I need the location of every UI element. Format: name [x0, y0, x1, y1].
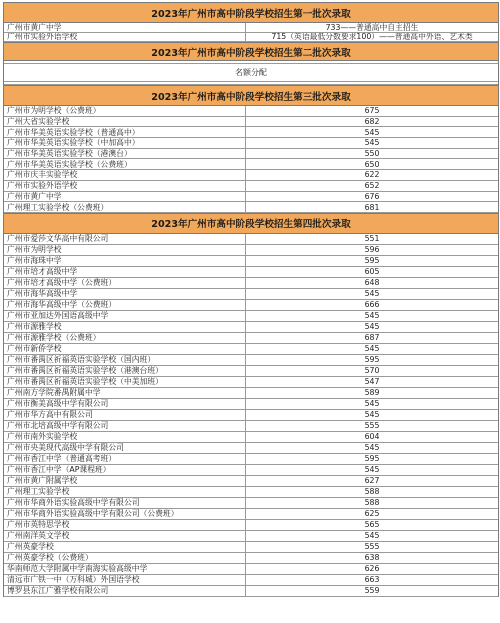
table-row	[4, 575, 498, 586]
table-row	[4, 542, 498, 553]
admission-score: 681	[364, 202, 380, 212]
table-row	[4, 454, 498, 465]
admission-score: 625	[364, 509, 380, 519]
school-name: 广州市为明学校	[4, 245, 246, 255]
admission-score: 595	[364, 454, 380, 464]
school-name: 广州南洋英文学校	[4, 531, 246, 541]
admission-score: 588	[364, 487, 380, 497]
admission-score: 596	[364, 245, 380, 255]
admission-score: 733——普通高中自主招生	[325, 23, 419, 32]
school-name: 广州市央美现代高级中学有限公司	[4, 443, 246, 453]
admission-score: 588	[364, 498, 380, 508]
admission-score: 559	[364, 586, 380, 596]
table-row	[4, 33, 498, 43]
table-row	[4, 234, 498, 245]
school-name: 广州理工实验学校	[4, 487, 246, 497]
table-row	[4, 421, 498, 432]
table-row	[4, 498, 498, 509]
table-row	[4, 127, 498, 138]
school-name: 广州市海华高级中学	[4, 289, 246, 299]
table-row	[4, 333, 498, 344]
admission-score: 550	[364, 149, 380, 159]
admission-score: 551	[364, 234, 380, 244]
school-name: 广州市英特思学校	[4, 520, 246, 530]
school-name: 广州英豪学校	[4, 542, 246, 552]
admission-score: 605	[364, 267, 380, 277]
school-name: 广州市香江中学（普通高考班）	[4, 454, 246, 464]
school-name: 广州英豪学校（公费班）	[4, 553, 246, 563]
section-2-title: 2023年广州市高中阶段学校招生第二批次录取	[4, 42, 498, 61]
school-name: 广州南方学院番禺附属中学	[4, 388, 246, 398]
admission-score: 555	[364, 542, 380, 552]
admission-score: 545	[364, 311, 380, 321]
admission-score: 652	[364, 181, 380, 191]
admission-score: 595	[364, 355, 380, 365]
table-row	[4, 377, 498, 388]
school-name: 广州市海珠中学	[4, 256, 246, 266]
table-row	[4, 531, 498, 542]
school-name: 博罗县东江广雅学校有限公司	[4, 586, 246, 596]
table-row	[4, 245, 498, 256]
section-3-rows	[4, 106, 498, 213]
table-row	[4, 159, 498, 170]
admission-score: 676	[364, 191, 380, 201]
school-name: 广州市为明学校（公费班）	[4, 106, 246, 116]
school-name: 广州市北培高级中学有限公司	[4, 421, 246, 431]
table-row	[4, 311, 498, 322]
school-name: 广州市华美英语实验学校（普通高中）	[4, 127, 246, 137]
admission-score: 687	[364, 333, 380, 343]
admission-score: 545	[364, 344, 380, 354]
table-row	[4, 432, 498, 443]
school-name: 广州市新侨学校	[4, 344, 246, 354]
table-row	[4, 399, 498, 410]
table-row	[4, 289, 498, 300]
admission-score: 622	[364, 170, 380, 180]
admission-score: 595	[364, 256, 380, 266]
admission-score: 589	[364, 388, 380, 398]
table-row	[4, 465, 498, 476]
table-row	[4, 553, 498, 564]
admission-score: 663	[364, 575, 380, 585]
school-name: 广州市华商外语实验高级中学有限公司（公费班）	[4, 509, 246, 519]
admission-score: 545	[364, 322, 380, 332]
school-name: 广州市华美英语实验学校（港澳台）	[4, 149, 246, 159]
school-name: 广州市海华高级中学（公费班）	[4, 300, 246, 310]
table-row	[4, 476, 498, 487]
table-row	[4, 509, 498, 520]
school-name: 广州市黄广中学	[4, 23, 246, 32]
table-row	[4, 366, 498, 377]
table-row	[4, 278, 498, 289]
school-name: 广州市培才高级中学	[4, 267, 246, 277]
table-row	[4, 138, 498, 149]
section-4-rows	[4, 234, 498, 597]
table-row	[4, 355, 498, 366]
table-row	[4, 586, 498, 597]
admission-score: 627	[364, 476, 380, 486]
table-row	[4, 388, 498, 399]
section-2-note: 名额分配	[4, 64, 498, 82]
admission-score: 545	[364, 399, 380, 409]
table-row	[4, 181, 498, 192]
admission-score: 682	[364, 117, 380, 127]
school-name: 广州市华美英语实验学校（中加高中）	[4, 138, 246, 148]
section-4-title: 2023年广州市高中阶段学校招生第四批次录取	[4, 213, 498, 234]
school-name: 广州市源雅学校	[4, 322, 246, 332]
admission-score: 545	[364, 465, 380, 475]
table-row	[4, 443, 498, 454]
admission-score: 604	[364, 432, 380, 442]
school-name: 广州市番禺区祈福英语实验学校（国内班）	[4, 355, 246, 365]
admission-score: 715（英语最低分数要求100）——普通高中外语、艺术类	[271, 32, 473, 41]
table-row	[4, 117, 498, 128]
admission-score: 650	[364, 159, 380, 169]
admission-score: 547	[364, 377, 380, 387]
school-name: 广州市香江中学（AP课程班）	[4, 465, 246, 475]
table-row	[4, 322, 498, 333]
school-name: 广州市培才高级中学（公费班）	[4, 278, 246, 288]
school-name: 广州市番禺区祈福英语实验学校（港澳台班）	[4, 366, 246, 376]
table-row	[4, 410, 498, 421]
section-1-title: 2023年广州市高中阶段学校招生第一批次录取	[4, 2, 498, 23]
admission-score: 545	[364, 443, 380, 453]
table-row	[4, 267, 498, 278]
school-name: 广州理工实验学校（公费班）	[4, 202, 246, 212]
school-name: 广州市番禺区祈福英语实验学校（中美加班）	[4, 377, 246, 387]
school-name: 广州市黄广附属学校	[4, 476, 246, 486]
school-name: 清远市广铁一中（万科城）外国语学校	[4, 575, 246, 585]
admission-score: 675	[364, 106, 380, 116]
school-name: 广州市黄广中学	[4, 192, 246, 202]
admission-score: 666	[364, 300, 380, 310]
table-row	[4, 344, 498, 355]
admission-score: 648	[364, 278, 380, 288]
school-name: 广州市南外实验学校	[4, 432, 246, 442]
table-row	[4, 300, 498, 311]
admission-score: 545	[364, 410, 380, 420]
table-row	[4, 106, 498, 117]
table-row	[4, 487, 498, 498]
school-name: 广州市爱莎文华高中有限公司	[4, 234, 246, 244]
table-row	[4, 520, 498, 531]
school-name: 广州市亚加达外国语高级中学	[4, 311, 246, 321]
school-name: 广州市衡美高级中学有限公司	[4, 399, 246, 409]
admission-score: 545	[364, 289, 380, 299]
table-row	[4, 202, 498, 213]
school-name: 广州市庆丰实验学校	[4, 170, 246, 180]
admission-table	[3, 2, 499, 597]
table-row	[4, 192, 498, 203]
admission-score: 545	[364, 531, 380, 541]
table-row	[4, 564, 498, 575]
admission-score: 570	[364, 366, 380, 376]
school-name: 华南师范大学附属中学南海实验高级中学	[4, 564, 246, 574]
school-name: 广州市实验外语学校	[4, 181, 246, 191]
section-3-title: 2023年广州市高中阶段学校招生第三批次录取	[4, 85, 498, 106]
table-row	[4, 256, 498, 267]
table-row	[4, 149, 498, 160]
admission-score: 545	[364, 138, 380, 148]
school-name: 广州大省实验学校	[4, 117, 246, 127]
school-name: 广州市华方高中有限公司	[4, 410, 246, 420]
admission-score: 545	[364, 127, 380, 137]
admission-score: 555	[364, 421, 380, 431]
admission-score: 638	[364, 553, 380, 563]
school-name: 广州市源雅学校（公费班）	[4, 333, 246, 343]
admission-score: 626	[364, 564, 380, 574]
school-name: 广州市华美英语实验学校（公费班）	[4, 159, 246, 169]
table-row	[4, 23, 498, 33]
section-1-rows	[4, 23, 498, 42]
admission-score: 565	[364, 520, 380, 530]
table-row	[4, 170, 498, 181]
school-name: 广州市华商外语实验高级中学有限公司	[4, 498, 246, 508]
school-name: 广州市实验外语学校	[4, 33, 246, 42]
